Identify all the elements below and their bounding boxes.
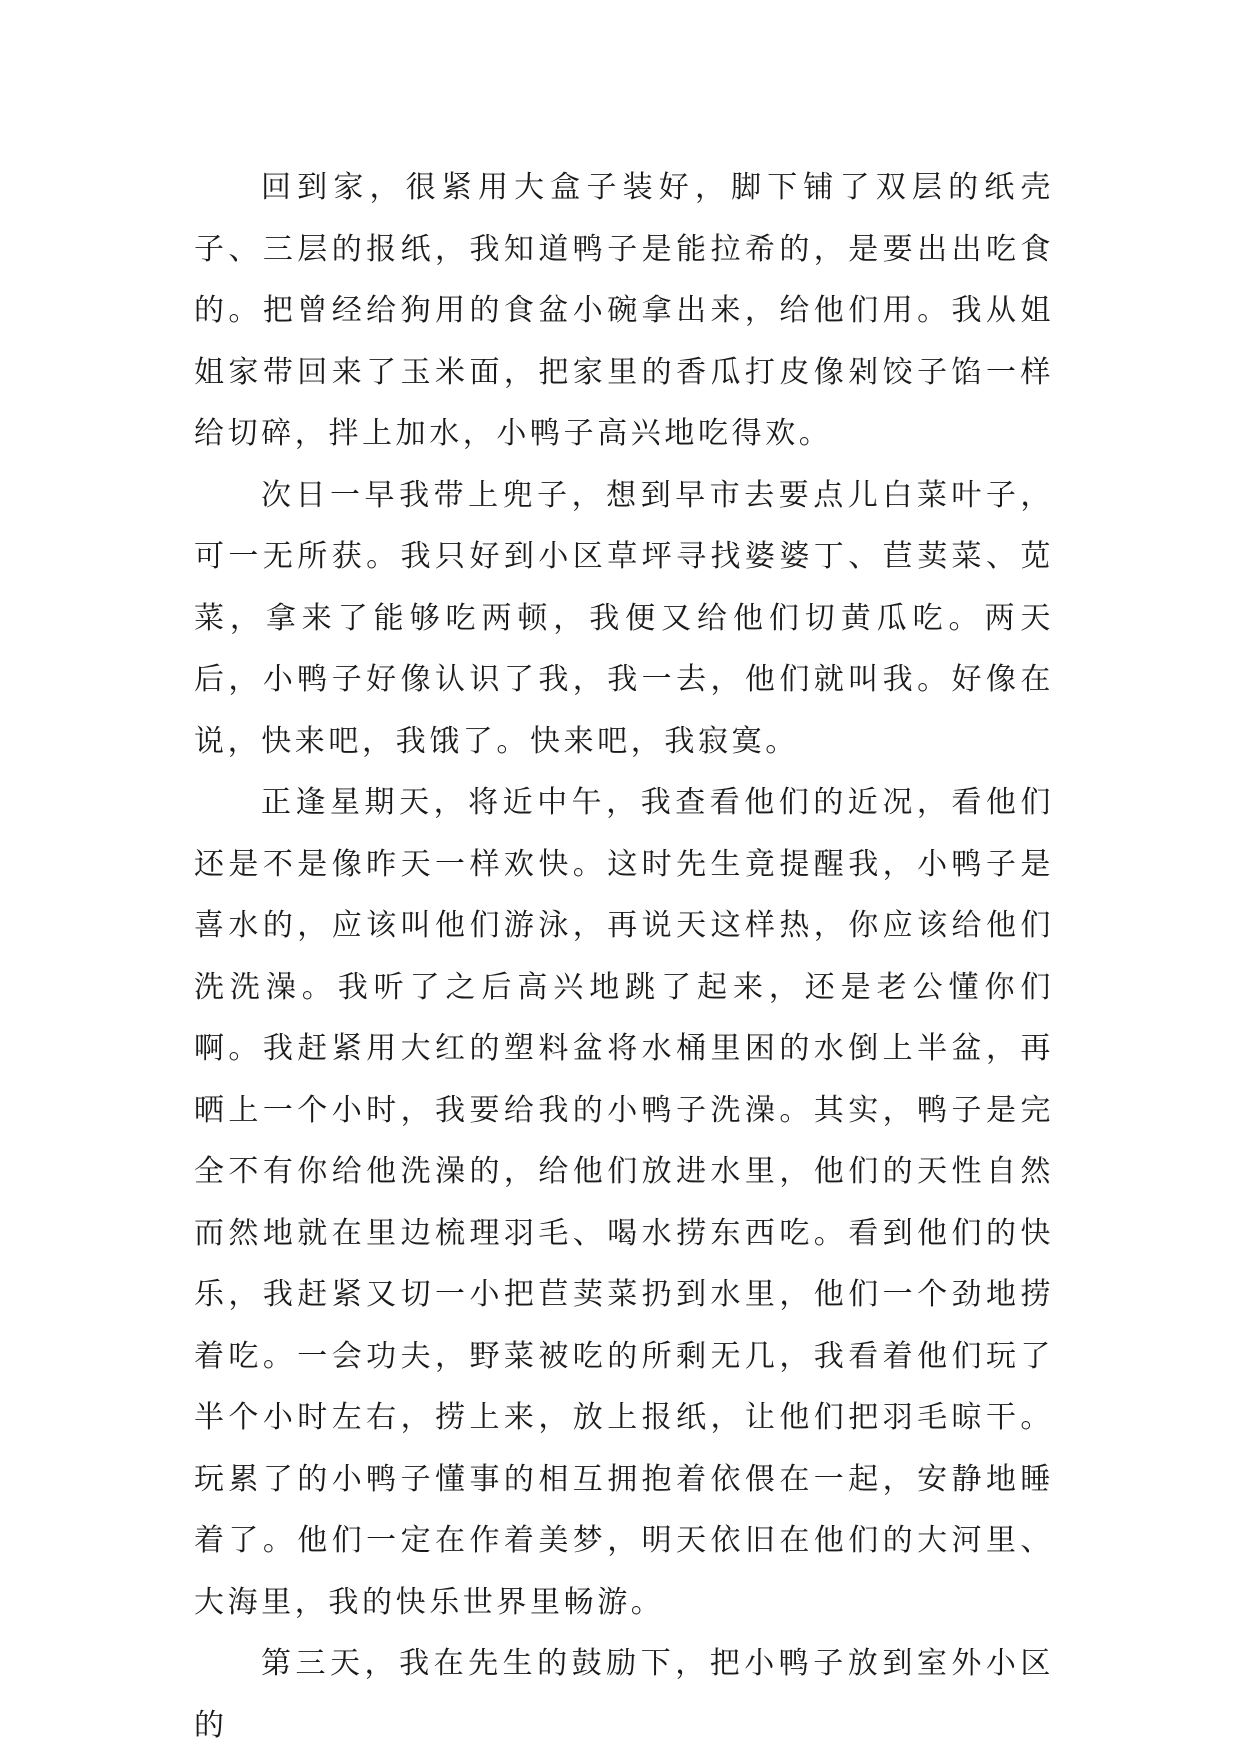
body-text [194,157,1054,1756]
paragraph-4: 第三天，我在先生的鼓励下，把小鸭子放到室外小区的 [194,1646,1054,1743]
paragraph-2: 次日一早我带上兜子，想到早市去要点儿白菜叶子，可一无所获。我只好到小区草坪寻找婆婆丁、苣荬菜、苋菜，拿来了能够吃两顿，我便又给他们切黄瓜吃。两天后，小鸭子好像认识了我，我一去，他们就叫我。好像在说，快来吧，我饿了。快来吧，我寂寞。 [194,477,1054,759]
paragraph-1: 回到家，很紧用大盒子装好，脚下铺了双层的纸壳子、三层的报纸，我知道鸭子是能拉希的，是要出出吃食的。把曾经给狗用的食盆小碗拿出来，给他们用。我从姐姐家带回来了玉米面，把家里的香瓜打皮像剁饺子馅一样给切碎，拌上加水，小鸭子高兴地吃得欢。 [194,170,1054,451]
paragraph-3: 正逢星期天，将近中午，我查看他们的近况，看他们还是不是像昨天一样欢快。这时先生竟提醒我，小鸭子是喜水的，应该叫他们游泳，再说天这样热，你应该给他们洗洗澡。我听了之后高兴地跳了起来，还是老公懂你们啊。我赶紧用大红的塑料盆将水桶里困的水倒上半盆，再晒上一个小时，我要给我的小鸭子洗澡。其实，鸭子是完全不有你给他洗澡的，给他们放进水里，他们的天性自然而然地就在里边梳理羽毛、喝水捞东西吃。看到他们的快乐，我赶紧又切一小把苣荬菜扔到水里，他们一个劲地捞着吃。一会功夫，野菜被吃的所剩无几，我看着他们玩了半个小时左右，捞上来，放上报纸，让他们把羽毛晾干。玩累了的小鸭子懂事的相互拥抱着依偎在一起，安静地睡着了。他们一定在作着美梦，明天依旧在他们的大河里、大海里，我的快乐世界里畅游。 [194,785,1054,1620]
